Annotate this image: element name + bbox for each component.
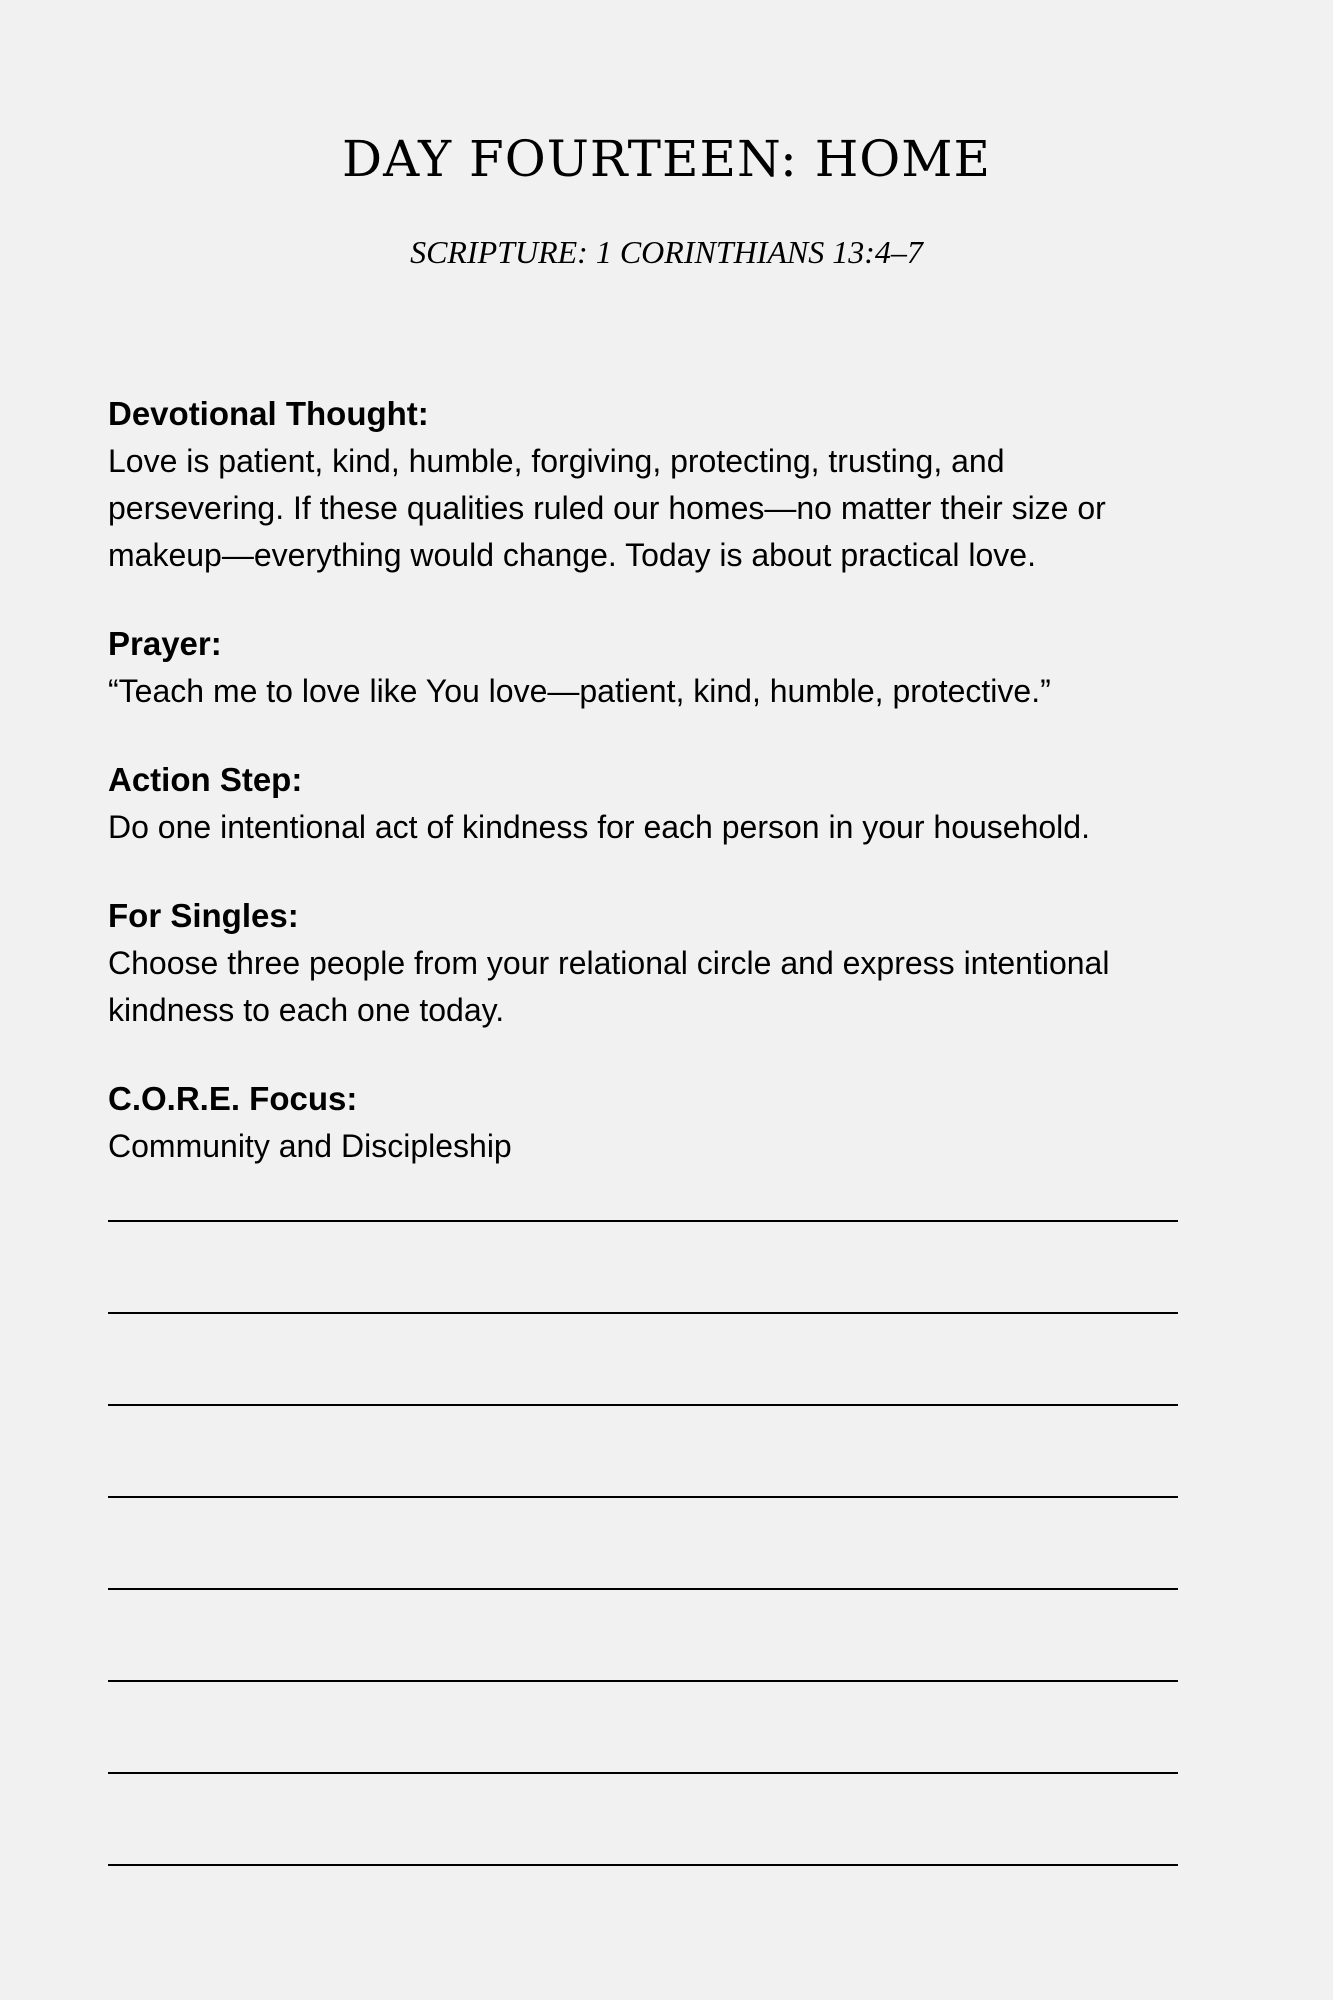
section-body: “Teach me to love like You love—patient, kind, humble, protective.” <box>108 673 1051 709</box>
page-title: DAY FOURTEEN: HOME <box>341 130 991 188</box>
journal-line <box>108 1864 1178 1866</box>
journal-line <box>108 1772 1178 1774</box>
core-focus-section <box>108 1079 1188 1170</box>
journal-lines <box>108 1220 1178 1956</box>
journal-line <box>108 1220 1178 1222</box>
devotional-content <box>108 394 1188 1170</box>
section-body: Do one intentional act of kindness for each person in your household. <box>108 809 1090 845</box>
journal-line <box>108 1312 1178 1314</box>
prayer-section <box>108 624 1188 715</box>
journal-line <box>108 1680 1178 1682</box>
section-heading: C.O.R.E. Focus: <box>108 1080 358 1117</box>
section-body: Choose three people from your relational circle and express intentional kindness to each one today. <box>108 945 1110 1028</box>
journal-line <box>108 1588 1178 1590</box>
section-heading: Action Step: <box>108 761 303 798</box>
journal-line <box>108 1496 1178 1498</box>
action-step-section <box>108 760 1188 851</box>
for-singles-section <box>108 896 1188 1034</box>
scripture-reference: SCRIPTURE: 1 CORINTHIANS 13:4–7 <box>410 234 923 270</box>
journal-line <box>108 1404 1178 1406</box>
section-body: Love is patient, kind, humble, forgiving, protecting, trusting, and persevering. If these qualities ruled our homes—no matter their size or makeup—everything would change. Today is about practical love. <box>108 443 1106 573</box>
section-heading: Devotional Thought: <box>108 395 429 432</box>
devotional-thought-section <box>108 394 1188 579</box>
section-heading: For Singles: <box>108 897 299 934</box>
section-body: Community and Discipleship <box>108 1128 512 1164</box>
section-heading: Prayer: <box>108 625 222 662</box>
